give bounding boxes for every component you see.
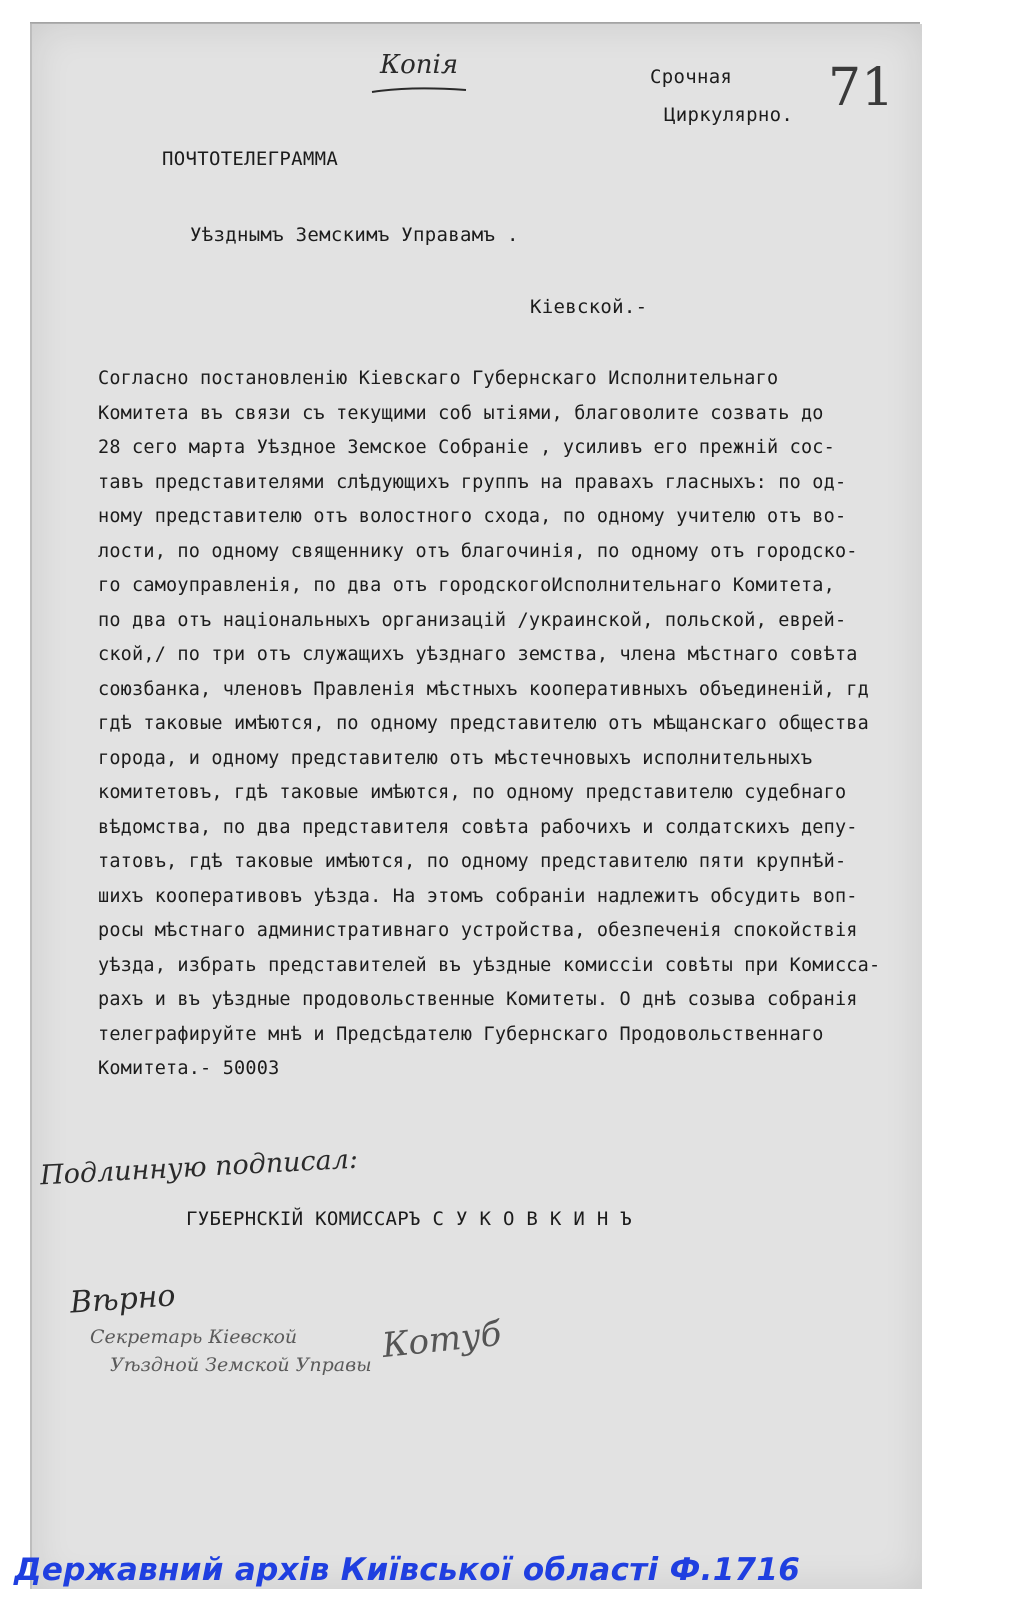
body-line: 28 сего марта Уѣздное Земское Собраніе , усиливъ его прежній сос- <box>98 437 835 458</box>
province-line: Кіевской.- <box>530 296 648 318</box>
secretary-stamp-line-1: Секретарь Кіевской <box>90 1326 298 1348</box>
urgency-mark: Срочная <box>650 66 733 88</box>
document-type-heading: ПОЧТОТЕЛЕГРАММА <box>162 148 339 170</box>
body-line: го самоуправленія, по два отъ городскогоИсполнительнаго Комитета, <box>98 575 835 596</box>
archive-caption: Державний архів Київської області Ф.1716 <box>14 1552 801 1588</box>
body-line: тавъ представителями слѣдующихъ группъ на правахъ гласныхъ: по од- <box>98 471 847 493</box>
body-line: по два отъ національныхъ организацій /украинской, польской, еврей- <box>98 609 847 631</box>
body-line: шихъ кооперативовъ уѣзда. На этомъ собраніи надлежитъ обсудить воп- <box>98 885 858 907</box>
copy-mark: Копія <box>380 50 459 80</box>
secretary-signature: Котуб <box>380 1313 504 1367</box>
addressee-line: Уѣзднымъ Земскимъ Управамъ . <box>190 224 519 246</box>
attest-note: Вѣрно <box>68 1278 177 1321</box>
body-line: Комитета въ связи съ текущими соб ытіями, благоволите созвать до <box>98 402 824 424</box>
body-line: уѣзда, избрать представителей въ уѣздные комиссіи совѣты при Комисса- <box>98 954 881 976</box>
body-line: Согласно постановленію Кіевскаго Губернскаго Исполнительнаго <box>98 368 779 389</box>
telegram-body <box>98 362 918 1087</box>
body-line: комитетовъ, гдѣ таковые имѣются, по одному представителю судебнаго <box>98 782 847 803</box>
distribution-mark: Циркулярно. <box>664 104 794 126</box>
body-line: города, и одному представителю отъ мѣстечновыхъ исполнительныхъ <box>98 747 813 769</box>
body-line: союзбанка, членовъ Правленія мѣстныхъ кооперативныхъ объединеній, гд <box>98 678 869 700</box>
secretary-stamp-line-2: Уѣздной Земской Управы <box>110 1354 372 1376</box>
signatory-line: ГУБЕРНСКІЙ КОМИССАРЪ С У К О В К И Н Ъ <box>186 1208 633 1230</box>
body-line: телеграфируйте мнѣ и Предсѣдателю Губернскаго Продовольственнаго <box>98 1023 824 1045</box>
folio-number: 71 <box>828 58 895 118</box>
body-line: вѣдомства, по два представителя совѣта рабочихъ и солдатскихъ депу- <box>98 816 858 838</box>
body-line: рахъ и въ уѣздные продовольственные Комитеты. О днѣ созыва собранія <box>98 989 858 1010</box>
body-line: ской,/ по три отъ служащихъ уѣзднаго земства, члена мѣстнаго совѣта <box>98 644 858 665</box>
body-line: Комитета.- 50003 <box>98 1058 280 1079</box>
copy-mark-underline <box>370 84 470 96</box>
body-line: лости, по одному священнику отъ благочинія, по одному отъ городско- <box>98 540 858 562</box>
body-line: ному представителю отъ волостного схода, по одному учителю отъ во- <box>98 506 847 527</box>
body-line: татовъ, гдѣ таковые имѣются, по одному представителю пяти крупнѣй- <box>98 851 847 872</box>
original-signed-note: Подлинную подписал: <box>39 1143 359 1192</box>
body-line: росы мѣстнаго административнаго устройства, обезпеченія спокойствія <box>98 920 858 941</box>
body-line: гдѣ таковые имѣются, по одному представителю отъ мѣщанскаго общества <box>98 713 869 734</box>
